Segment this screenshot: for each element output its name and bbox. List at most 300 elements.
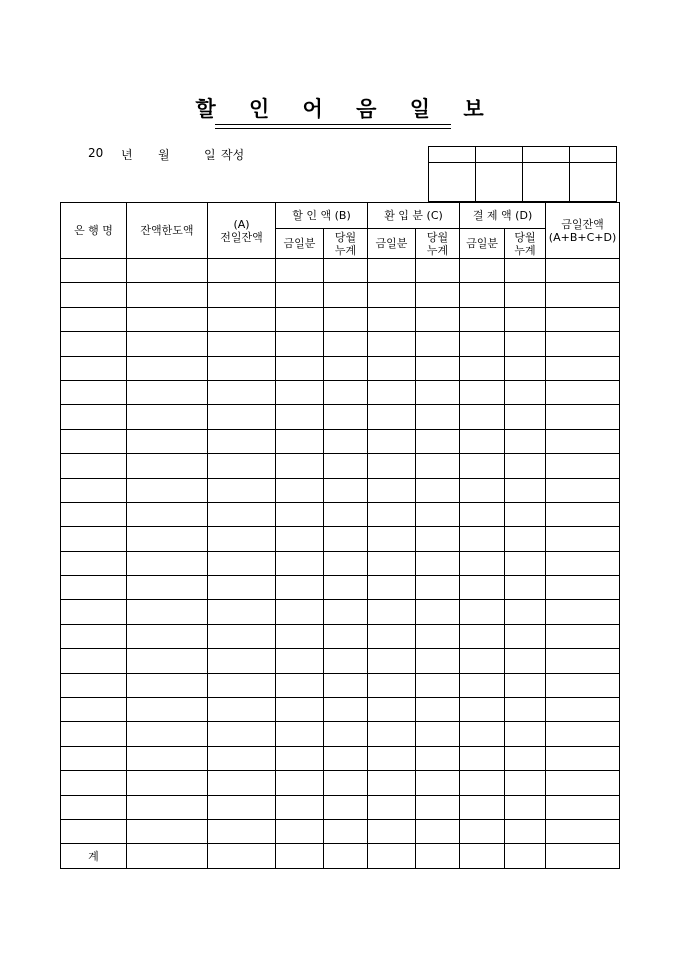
table-cell[interactable] — [416, 454, 460, 478]
table-cell[interactable] — [208, 307, 276, 331]
table-cell[interactable] — [460, 698, 505, 722]
table-cell[interactable] — [546, 283, 620, 307]
table-cell[interactable] — [505, 283, 546, 307]
table-cell[interactable] — [276, 478, 324, 502]
table-cell[interactable] — [368, 454, 416, 478]
table-cell[interactable] — [324, 283, 368, 307]
table-row — [61, 576, 620, 600]
table-cell[interactable] — [61, 259, 127, 283]
header-previous-balance — [208, 203, 276, 259]
table-cell[interactable] — [324, 746, 368, 770]
table-cell[interactable] — [208, 380, 276, 404]
table-cell[interactable] — [276, 624, 324, 648]
table-cell[interactable] — [324, 405, 368, 429]
table-cell[interactable] — [505, 844, 546, 868]
table-cell[interactable] — [546, 746, 620, 770]
table-cell[interactable] — [276, 380, 324, 404]
table-cell[interactable] — [208, 722, 276, 746]
table-cell[interactable] — [127, 698, 208, 722]
table-cell[interactable] — [505, 673, 546, 697]
table-cell[interactable] — [127, 722, 208, 746]
table-cell[interactable] — [276, 649, 324, 673]
table-cell[interactable] — [416, 624, 460, 648]
table-cell[interactable] — [460, 454, 505, 478]
table-cell[interactable] — [460, 722, 505, 746]
table-cell[interactable] — [460, 673, 505, 697]
table-cell[interactable] — [127, 551, 208, 575]
table-cell[interactable] — [127, 649, 208, 673]
table-cell[interactable] — [505, 332, 546, 356]
table-cell[interactable] — [546, 429, 620, 453]
table-cell[interactable] — [127, 600, 208, 624]
table-cell[interactable] — [460, 844, 505, 868]
table-cell[interactable] — [127, 429, 208, 453]
table-cell[interactable] — [416, 405, 460, 429]
table-cell[interactable] — [208, 649, 276, 673]
table-cell[interactable] — [208, 551, 276, 575]
table-cell[interactable] — [324, 478, 368, 502]
table-cell[interactable] — [546, 649, 620, 673]
table-cell[interactable] — [368, 478, 416, 502]
table-cell[interactable] — [61, 332, 127, 356]
table-cell[interactable] — [416, 380, 460, 404]
table-cell[interactable] — [368, 551, 416, 575]
table-cell[interactable] — [276, 283, 324, 307]
table-cell[interactable] — [546, 527, 620, 551]
table-cell[interactable] — [505, 746, 546, 770]
header-return-amount: 환 입 분 (C) — [368, 203, 460, 229]
table-cell[interactable] — [208, 795, 276, 819]
table-cell[interactable] — [127, 478, 208, 502]
table-cell[interactable] — [460, 405, 505, 429]
table-cell[interactable] — [324, 771, 368, 795]
header-balance-limit: 잔액한도액 — [127, 203, 208, 259]
table-cell[interactable] — [127, 283, 208, 307]
table-cell[interactable] — [127, 576, 208, 600]
table-cell[interactable] — [546, 795, 620, 819]
approval-sign-cell[interactable] — [523, 163, 570, 202]
table-cell[interactable] — [416, 283, 460, 307]
table-cell[interactable] — [546, 673, 620, 697]
table-cell[interactable] — [276, 673, 324, 697]
table-cell[interactable] — [61, 527, 127, 551]
table-cell[interactable] — [546, 454, 620, 478]
table-cell[interactable] — [546, 844, 620, 868]
table-cell[interactable] — [505, 649, 546, 673]
table-cell[interactable] — [276, 844, 324, 868]
table-cell[interactable] — [368, 259, 416, 283]
table-cell[interactable] — [208, 673, 276, 697]
table-cell[interactable] — [546, 307, 620, 331]
table-cell[interactable] — [208, 405, 276, 429]
table-row — [61, 429, 620, 453]
table-cell[interactable] — [505, 356, 546, 380]
table-cell[interactable] — [208, 698, 276, 722]
table-cell[interactable] — [61, 576, 127, 600]
approval-header-cell[interactable] — [570, 147, 617, 163]
table-cell[interactable] — [368, 576, 416, 600]
table-cell[interactable] — [61, 722, 127, 746]
table-cell[interactable] — [546, 600, 620, 624]
subheader-today: 금일분 — [276, 229, 324, 259]
approval-sign-cell[interactable] — [476, 163, 523, 202]
table-cell[interactable] — [368, 771, 416, 795]
table-cell[interactable] — [368, 819, 416, 843]
table-cell[interactable] — [276, 551, 324, 575]
table-cell[interactable] — [127, 624, 208, 648]
table-row — [61, 454, 620, 478]
table-cell[interactable] — [61, 502, 127, 526]
table-cell[interactable] — [416, 478, 460, 502]
table-cell[interactable] — [368, 380, 416, 404]
table-cell[interactable] — [416, 649, 460, 673]
table-cell[interactable] — [208, 429, 276, 453]
table-cell[interactable] — [460, 307, 505, 331]
table-cell[interactable] — [505, 722, 546, 746]
subheader-today: 금일분 — [368, 229, 416, 259]
table-cell[interactable] — [368, 600, 416, 624]
subheader-month-total — [505, 229, 546, 259]
table-cell[interactable] — [416, 698, 460, 722]
approval-sign-cell[interactable] — [570, 163, 617, 202]
table-cell[interactable] — [276, 527, 324, 551]
table-cell[interactable] — [61, 478, 127, 502]
date-month-label: 월 — [158, 148, 170, 162]
header-discount-amount: 할 인 액 (B) — [276, 203, 368, 229]
table-cell[interactable] — [416, 332, 460, 356]
table-cell[interactable] — [61, 600, 127, 624]
table-cell[interactable] — [324, 844, 368, 868]
table-cell[interactable] — [61, 771, 127, 795]
table-cell[interactable] — [208, 454, 276, 478]
table-cell[interactable] — [276, 698, 324, 722]
table-row — [61, 698, 620, 722]
table-cell[interactable] — [546, 405, 620, 429]
table-cell[interactable] — [460, 283, 505, 307]
subheader-month-text: 당월 — [334, 230, 357, 244]
table-cell[interactable] — [368, 624, 416, 648]
table-row — [61, 283, 620, 307]
table-cell[interactable] — [61, 380, 127, 404]
table-row — [61, 600, 620, 624]
table-cell[interactable] — [546, 332, 620, 356]
table-row — [61, 819, 620, 843]
table-cell[interactable] — [127, 746, 208, 770]
table-cell[interactable] — [208, 283, 276, 307]
table-cell[interactable] — [324, 356, 368, 380]
table-row — [61, 746, 620, 770]
table-cell[interactable] — [276, 356, 324, 380]
table-cell[interactable] — [368, 698, 416, 722]
approval-header-cell[interactable] — [523, 147, 570, 163]
table-cell[interactable] — [368, 332, 416, 356]
table-row — [61, 478, 620, 502]
table-row — [61, 795, 620, 819]
header-settlement-amount: 결 제 액 (D) — [460, 203, 546, 229]
table-cell[interactable] — [546, 356, 620, 380]
table-cell[interactable] — [324, 380, 368, 404]
table-cell[interactable] — [416, 527, 460, 551]
subheader-today: 금일분 — [460, 229, 505, 259]
table-cell[interactable] — [368, 283, 416, 307]
table-cell[interactable] — [460, 259, 505, 283]
table-cell[interactable] — [460, 478, 505, 502]
table-cell[interactable] — [416, 576, 460, 600]
approval-sign-cell[interactable] — [429, 163, 476, 202]
table-cell[interactable] — [460, 551, 505, 575]
table-cell[interactable] — [276, 307, 324, 331]
table-cell[interactable] — [416, 844, 460, 868]
table-cell[interactable] — [505, 478, 546, 502]
header-prev-text: 전일잔액 — [220, 230, 263, 244]
table-cell[interactable] — [460, 527, 505, 551]
table-cell[interactable] — [127, 771, 208, 795]
table-cell[interactable] — [416, 307, 460, 331]
table-cell[interactable] — [127, 454, 208, 478]
page-title: 할 인 어 음 일 보 — [195, 96, 497, 121]
table-cell[interactable] — [505, 259, 546, 283]
table-cell[interactable] — [127, 307, 208, 331]
table-cell[interactable] — [276, 795, 324, 819]
table-row — [61, 356, 620, 380]
table-cell[interactable] — [416, 771, 460, 795]
table-cell[interactable] — [127, 527, 208, 551]
table-cell[interactable] — [460, 795, 505, 819]
table-row — [61, 722, 620, 746]
table-cell[interactable] — [460, 429, 505, 453]
table-cell[interactable] — [127, 259, 208, 283]
table-cell[interactable] — [276, 771, 324, 795]
table-cell[interactable] — [208, 819, 276, 843]
table-cell[interactable] — [276, 576, 324, 600]
table-cell[interactable] — [61, 698, 127, 722]
table-cell[interactable] — [276, 429, 324, 453]
table-cell[interactable] — [416, 259, 460, 283]
table-cell[interactable] — [368, 356, 416, 380]
table-cell[interactable] — [276, 454, 324, 478]
table-cell[interactable] — [368, 527, 416, 551]
table-cell[interactable] — [61, 429, 127, 453]
title-double-underline — [215, 124, 451, 129]
table-cell[interactable] — [324, 527, 368, 551]
table-cell[interactable] — [324, 649, 368, 673]
table-cell[interactable] — [61, 673, 127, 697]
table-cell[interactable] — [416, 600, 460, 624]
table-cell[interactable] — [368, 722, 416, 746]
date-written-label: 작성 — [221, 148, 245, 162]
header-formula: (A+B+C+D) — [548, 230, 617, 244]
table-cell[interactable] — [61, 624, 127, 648]
table-cell[interactable] — [276, 600, 324, 624]
table-cell[interactable] — [127, 380, 208, 404]
table-cell[interactable] — [324, 551, 368, 575]
table-cell[interactable] — [324, 576, 368, 600]
table-cell[interactable] — [416, 819, 460, 843]
table-cell[interactable] — [460, 600, 505, 624]
table-cell[interactable] — [324, 722, 368, 746]
table-cell[interactable] — [460, 576, 505, 600]
table-cell[interactable] — [61, 746, 127, 770]
table-cell[interactable] — [127, 673, 208, 697]
table-cell[interactable] — [460, 746, 505, 770]
table-cell[interactable] — [505, 527, 546, 551]
total-row — [61, 844, 620, 868]
table-cell[interactable] — [546, 698, 620, 722]
table-cell[interactable] — [324, 332, 368, 356]
table-cell[interactable] — [368, 649, 416, 673]
table-row — [61, 649, 620, 673]
table-row — [61, 502, 620, 526]
table-cell[interactable] — [460, 502, 505, 526]
table-cell[interactable] — [61, 819, 127, 843]
table-cell[interactable] — [546, 819, 620, 843]
table-cell[interactable] — [61, 649, 127, 673]
table-cell[interactable] — [208, 527, 276, 551]
table-cell[interactable] — [324, 673, 368, 697]
subheader-month-total — [416, 229, 460, 259]
date-year-prefix: 20 — [88, 146, 104, 160]
table-cell[interactable] — [61, 551, 127, 575]
table-cell[interactable] — [127, 795, 208, 819]
header-bank-name: 은 행 명 — [61, 203, 127, 259]
table-cell[interactable] — [505, 380, 546, 404]
table-cell[interactable] — [505, 454, 546, 478]
table-cell[interactable] — [505, 551, 546, 575]
table-cell[interactable] — [460, 649, 505, 673]
table-cell[interactable] — [208, 259, 276, 283]
table-cell[interactable] — [276, 746, 324, 770]
table-cell[interactable] — [208, 478, 276, 502]
table-cell[interactable] — [324, 819, 368, 843]
table-cell[interactable] — [208, 771, 276, 795]
table-cell[interactable] — [505, 576, 546, 600]
table-cell[interactable] — [505, 502, 546, 526]
table-cell[interactable] — [61, 307, 127, 331]
table-cell[interactable] — [460, 332, 505, 356]
table-row — [61, 380, 620, 404]
table-cell[interactable] — [208, 746, 276, 770]
header-prev-label: (A) — [233, 217, 250, 231]
table-cell[interactable] — [127, 502, 208, 526]
table-cell[interactable] — [505, 624, 546, 648]
approval-header-cell[interactable] — [476, 147, 523, 163]
table-cell[interactable] — [460, 624, 505, 648]
table-cell[interactable] — [324, 624, 368, 648]
table-cell[interactable] — [208, 356, 276, 380]
table-cell[interactable] — [127, 356, 208, 380]
header-today-balance-text: 금일잔액 — [561, 217, 604, 231]
table-cell[interactable] — [416, 551, 460, 575]
table-cell[interactable] — [546, 259, 620, 283]
table-cell[interactable] — [324, 698, 368, 722]
table-cell[interactable] — [324, 600, 368, 624]
table-cell[interactable] — [324, 795, 368, 819]
subheader-month-text: 당월 — [426, 230, 449, 244]
table-cell[interactable] — [276, 502, 324, 526]
table-cell[interactable] — [368, 746, 416, 770]
table-cell[interactable] — [61, 454, 127, 478]
table-cell[interactable] — [208, 600, 276, 624]
table-cell[interactable] — [416, 746, 460, 770]
table-cell[interactable] — [368, 307, 416, 331]
table-cell[interactable] — [505, 819, 546, 843]
table-cell[interactable] — [505, 429, 546, 453]
table-cell[interactable] — [208, 576, 276, 600]
table-cell[interactable] — [416, 795, 460, 819]
table-cell[interactable] — [208, 502, 276, 526]
subheader-cumulative-text: 누계 — [514, 243, 536, 257]
table-cell[interactable] — [460, 356, 505, 380]
table-cell[interactable] — [127, 405, 208, 429]
table-cell[interactable] — [505, 771, 546, 795]
table-cell[interactable] — [416, 673, 460, 697]
table-cell[interactable] — [546, 551, 620, 575]
table-cell[interactable] — [460, 771, 505, 795]
table-cell[interactable] — [324, 502, 368, 526]
table-cell[interactable] — [416, 502, 460, 526]
table-cell[interactable] — [324, 307, 368, 331]
table-cell[interactable] — [324, 259, 368, 283]
table-cell[interactable] — [368, 673, 416, 697]
table-cell[interactable] — [127, 844, 208, 868]
table-cell[interactable] — [276, 332, 324, 356]
table-row — [61, 771, 620, 795]
table-cell[interactable] — [368, 405, 416, 429]
table-cell[interactable] — [546, 380, 620, 404]
table-cell[interactable] — [368, 502, 416, 526]
table-cell[interactable] — [505, 795, 546, 819]
table-cell[interactable] — [208, 332, 276, 356]
table-cell[interactable] — [61, 795, 127, 819]
table-cell[interactable] — [460, 380, 505, 404]
table-cell[interactable] — [546, 576, 620, 600]
table-row — [61, 673, 620, 697]
table-cell[interactable] — [276, 259, 324, 283]
table-cell[interactable] — [61, 356, 127, 380]
table-cell[interactable] — [61, 283, 127, 307]
table-cell[interactable] — [368, 844, 416, 868]
table-cell[interactable] — [276, 405, 324, 429]
table-cell[interactable] — [127, 819, 208, 843]
table-cell[interactable] — [546, 722, 620, 746]
table-cell[interactable] — [505, 307, 546, 331]
table-cell[interactable] — [546, 478, 620, 502]
approval-header-cell[interactable] — [429, 147, 476, 163]
table-cell[interactable] — [546, 771, 620, 795]
table-cell[interactable] — [208, 844, 276, 868]
table-cell[interactable] — [127, 332, 208, 356]
table-cell[interactable] — [416, 429, 460, 453]
table-cell[interactable] — [505, 698, 546, 722]
table-cell[interactable] — [505, 600, 546, 624]
table-cell[interactable] — [416, 356, 460, 380]
table-cell[interactable] — [368, 429, 416, 453]
table-cell[interactable] — [416, 722, 460, 746]
table-cell[interactable] — [460, 819, 505, 843]
table-cell[interactable] — [368, 795, 416, 819]
table-cell[interactable] — [61, 405, 127, 429]
table-cell[interactable] — [505, 405, 546, 429]
table-cell[interactable] — [276, 819, 324, 843]
subheader-cumulative-text: 누계 — [426, 243, 449, 257]
table-cell[interactable] — [324, 454, 368, 478]
table-cell[interactable] — [324, 429, 368, 453]
table-cell[interactable] — [546, 624, 620, 648]
date-day-label: 일 — [204, 148, 216, 162]
table-cell[interactable] — [276, 722, 324, 746]
table-cell[interactable] — [208, 624, 276, 648]
table-cell[interactable] — [546, 502, 620, 526]
